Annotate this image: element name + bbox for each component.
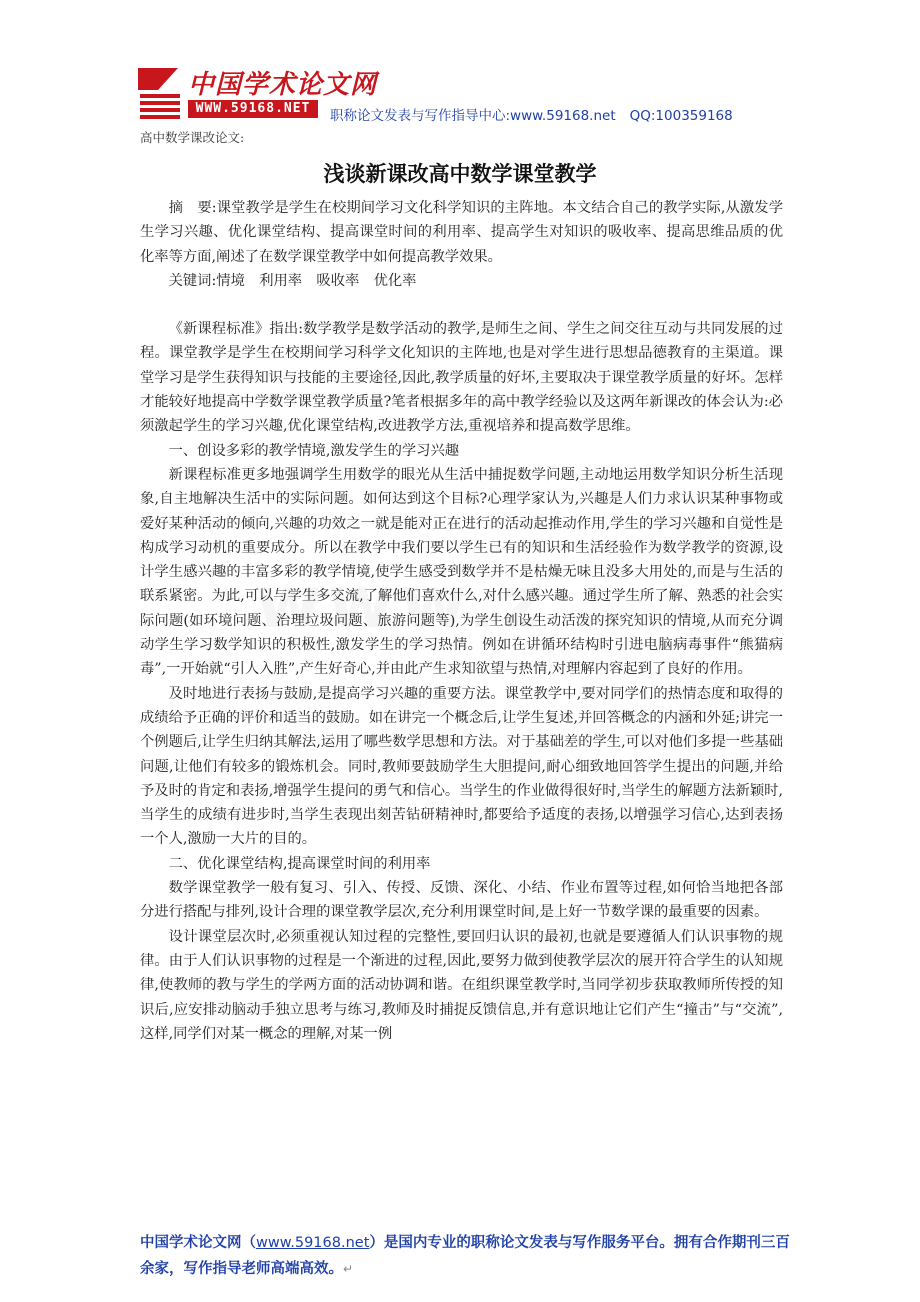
footer-suffix: ）是国内专业的职称论文发表与写作服务平台。拥有合作期刊三百余家，写作指导老师高端高效。 bbox=[140, 1235, 790, 1277]
logo-stripes-icon bbox=[138, 64, 184, 120]
body-paragraph: 《新课程标准》指出:数学教学是数学活动的教学,是师生之间、学生之间交往互动与共同发展的过程。课堂教学是学生在校期间学习科学文化知识的主阵地,也是对学生进行思想品德教育的主渠道。课堂学习是学生获得知识与技能的主要途径,因此,教学质量的好坏,主要取决于课堂教学质量的好坏。怎样才能较好地提高中学数学课堂教学质量?笔者根据多年的高中教学经验以及这两年新课改的体会认为:必须激起学生的学习兴趣,优化课堂结构,改进教学方法,重视培养和提高数学思维。 bbox=[140, 321, 783, 435]
spacer bbox=[140, 293, 783, 317]
site-header bbox=[138, 62, 788, 124]
page-title: 浅谈新课改高中数学课堂教学 bbox=[323, 162, 597, 186]
page-footer bbox=[140, 1230, 790, 1282]
section-heading: 二、优化课堂结构,提高课堂时间的利用率 bbox=[168, 855, 431, 872]
body-paragraph: 新课程标准更多地强调学生用数学的眼光从生活中捕捉数学问题,主动地运用数学知识分析生活现象,自主地解决生活中的实际问题。如何达到这个目标?心理学家认为,兴趣是人们力求认识某种事物或爱好某种活动的倾向,兴趣的功效之一就是能对正在进行的活动起推动作用,学生的学习兴趣和自觉性是构成学习动机的重要成分。所以在教学中我们要以学生已有的知识和生活经验作为数学教学的资源,设计学生感兴趣的丰富多彩的教学情境,使学生感受到数学并不是枯燥无味且没多大用处的,而是与生活的联系紧密。为此,可以与学生多交流,了解他们喜欢什么,对什么感兴趣。通过学生所了解、熟悉的社会实际问题(如环境问题、治理垃圾问题、旅游问题等),为学生创设生动活泼的探究知识的情境,从而充分调动学生学习数学知识的积极性,激发学生的学习热情。例如在讲循环结构时引进电脑病毒事件“熊猫病毒”,一开始就“引人入胜”,产生好奇心,并由此产生求知欲望与热情,对理解内容起到了良好的作用。 bbox=[140, 466, 783, 678]
body-paragraph: 设计课堂层次时,必须重视认知过程的完整性,要回归认识的最初,也就是要遵循人们认识事物的规律。由于人们认识事物的过程是一个渐进的过程,因此,要努力做到使教学层次的展开符合学生的认知规律,使教师的教与学生的学两方面的活动协调和谐。在组织课堂教学时,当同学初步获取教师所传授的知识后,应安排动脑动手独立思考与练习,教师及时捕捉反馈信息,并有意识地让它们产生“撞击”与“交流”,这样,同学们对某一概念的理解,对某一例 bbox=[140, 928, 783, 1042]
logo-url: WWW.59168.NET bbox=[188, 100, 318, 118]
article-category: 高中数学课改论文: bbox=[140, 130, 245, 145]
body-paragraph: 及时地进行表扬与鼓励,是提高学习兴趣的重要方法。课堂教学中,要对同学们的热情态度和取得的成绩给予正确的评价和适当的鼓励。如在讲完一个概念后,让学生复述,并回答概念的内涵和外延;讲完一个例题后,让学生归纳其解法,运用了哪些数学思想和方法。对于基础差的学生,可以对他们多提一些基础问题,让他们有较多的锻炼机会。同时,教师要鼓励学生大胆提问,耐心细致地回答学生提出的问题,并给予及时的肯定和表扬,增强学生提问的勇气和信心。当学生的作业做得很好时,当学生的解题方法新颖时,当学生的成绩有进步时,当学生表现出刻苦钻研精神时,都要给予适度的表扬,以增强学习信心,达到表扬一个人,激励一大片的目的。 bbox=[140, 685, 783, 848]
site-logo[interactable] bbox=[138, 62, 378, 124]
qq-text: QQ:100359168 bbox=[629, 108, 733, 124]
article-body bbox=[140, 196, 783, 1046]
abstract-paragraph: 摘 要:课堂教学是学生在校期间学习文化科学知识的主阵地。本文结合自己的教学实际,从激发学生学习兴趣、优化课堂结构、提高课堂时间的利用率、提高学生对知识的吸收率、提高思维品质的优化率等方面,阐述了在数学课堂教学中如何提高教学效果。 bbox=[140, 200, 783, 265]
return-mark-icon: ↵ bbox=[343, 1262, 354, 1276]
footer-prefix: 中国学术论文网（ bbox=[140, 1235, 256, 1251]
keywords-paragraph: 关键词:情境 利用率 吸收率 优化率 bbox=[168, 272, 417, 289]
header-tagline bbox=[330, 104, 747, 124]
logo-text: 中国学术论文网 bbox=[188, 70, 378, 100]
section-heading: 一、创设多彩的教学情境,激发学生的学习兴趣 bbox=[168, 442, 460, 459]
body-paragraph: 数学课堂教学一般有复习、引入、传授、反馈、深化、小结、作业布置等过程,如何恰当地把各部分进行搭配与排列,设计合理的课堂教学层次,充分利用课堂时间,是上好一节数学课的最重要的因素。 bbox=[140, 880, 783, 921]
footer-link[interactable]: www.59168.net bbox=[256, 1235, 370, 1251]
tagline-text[interactable]: 职称论文发表与写作指导中心:www.59168.net bbox=[330, 108, 616, 124]
